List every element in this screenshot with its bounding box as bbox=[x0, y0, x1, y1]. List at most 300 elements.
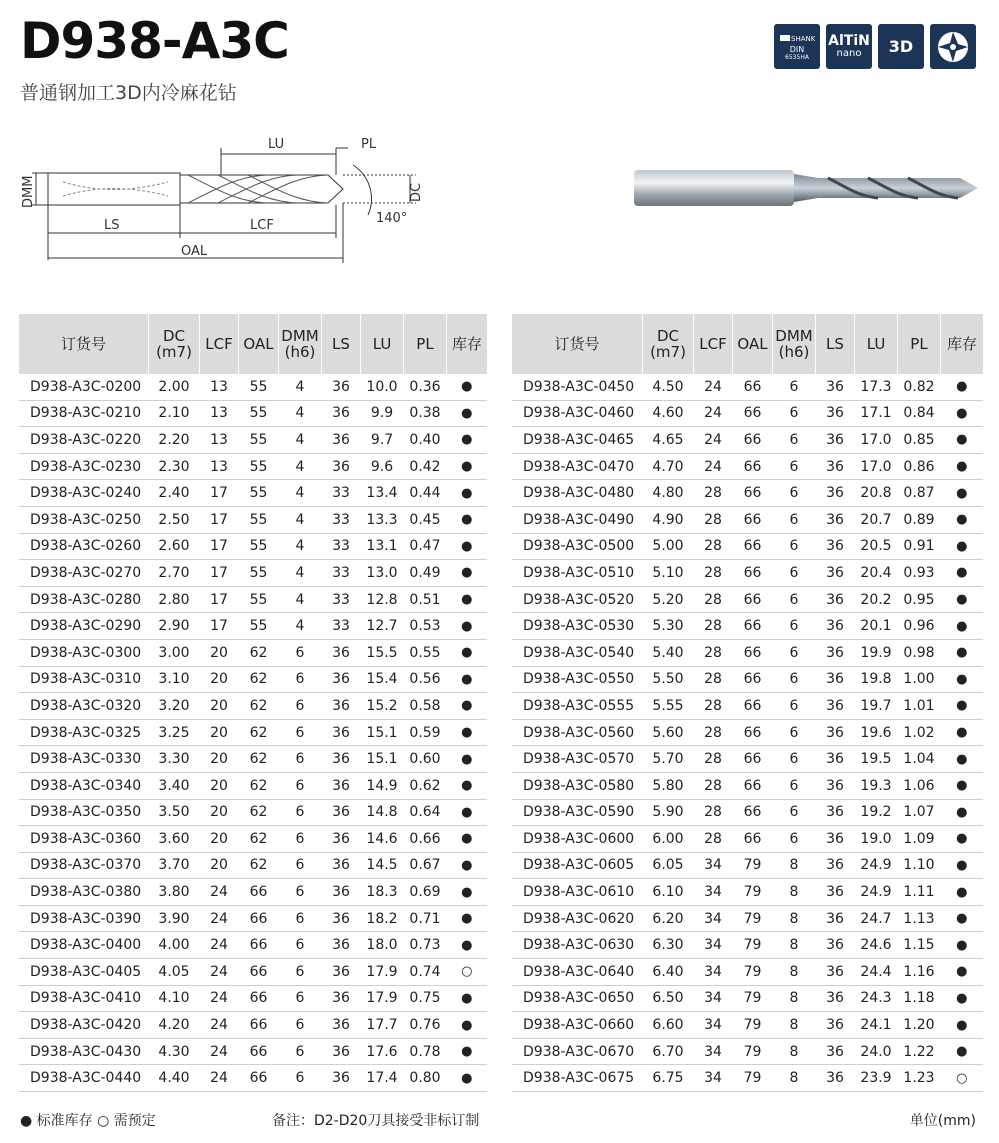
table-cell: 17 bbox=[200, 480, 239, 507]
table-cell: 24 bbox=[200, 985, 239, 1012]
table-cell: 17.1 bbox=[855, 400, 898, 427]
table-cell: 6.30 bbox=[643, 932, 694, 959]
table-cell: 0.66 bbox=[404, 826, 447, 853]
table-cell: 0.56 bbox=[404, 666, 447, 693]
table-cell: 4.30 bbox=[149, 1038, 200, 1065]
stock-status-cell: ● bbox=[941, 932, 984, 959]
table-cell: 79 bbox=[733, 932, 773, 959]
table-cell: 0.42 bbox=[404, 453, 447, 480]
table-cell: 28 bbox=[694, 506, 733, 533]
table-cell: 17 bbox=[200, 586, 239, 613]
table-row bbox=[19, 719, 487, 746]
order-no-cell: D938-A3C-0670 bbox=[512, 1038, 643, 1065]
table-cell: 36 bbox=[816, 453, 855, 480]
table-cell: 6 bbox=[773, 586, 816, 613]
table-cell: 62 bbox=[239, 693, 279, 720]
stock-status-cell: ● bbox=[941, 586, 984, 613]
stock-status-cell: ● bbox=[941, 374, 984, 400]
table-cell: 18.2 bbox=[361, 905, 404, 932]
label-lu: LU bbox=[268, 137, 285, 152]
col-dmm: DMM (h6) bbox=[279, 314, 322, 374]
table-cell: 13.4 bbox=[361, 480, 404, 507]
table-cell: 62 bbox=[239, 639, 279, 666]
table-cell: 0.40 bbox=[404, 427, 447, 454]
table-cell: 4 bbox=[279, 506, 322, 533]
table-cell: 19.7 bbox=[855, 693, 898, 720]
stock-status-cell: ● bbox=[447, 613, 488, 640]
table-cell: 36 bbox=[816, 985, 855, 1012]
table-cell: 4.10 bbox=[149, 985, 200, 1012]
col-ls: LS bbox=[322, 314, 361, 374]
table-cell: 24 bbox=[200, 1012, 239, 1039]
table-cell: 1.10 bbox=[898, 852, 941, 879]
table-cell: 4.90 bbox=[643, 506, 694, 533]
stock-status-cell: ● bbox=[447, 905, 488, 932]
table-cell: 55 bbox=[239, 533, 279, 560]
table-cell: 28 bbox=[694, 719, 733, 746]
table-cell: 1.01 bbox=[898, 693, 941, 720]
table-row bbox=[512, 666, 983, 693]
stock-status-cell: ● bbox=[941, 400, 984, 427]
table-cell: 66 bbox=[733, 826, 773, 853]
table-row bbox=[19, 666, 487, 693]
order-no-cell: D938-A3C-0300 bbox=[19, 639, 149, 666]
table-cell: 4 bbox=[279, 586, 322, 613]
table-cell: 6 bbox=[279, 666, 322, 693]
shank-din-badge bbox=[774, 24, 820, 69]
table-cell: 34 bbox=[694, 959, 733, 986]
table-cell: 36 bbox=[816, 400, 855, 427]
table-cell: 36 bbox=[322, 852, 361, 879]
label-oal: OAL bbox=[181, 244, 208, 259]
table-cell: 19.5 bbox=[855, 746, 898, 773]
table-cell: 6.10 bbox=[643, 879, 694, 906]
table-cell: 19.6 bbox=[855, 719, 898, 746]
table-cell: 12.7 bbox=[361, 613, 404, 640]
table-cell: 28 bbox=[694, 666, 733, 693]
table-row bbox=[19, 1038, 487, 1065]
table-cell: 17.4 bbox=[361, 1065, 404, 1092]
table-body-right bbox=[512, 374, 983, 1092]
order-no-cell: D938-A3C-0430 bbox=[19, 1038, 149, 1065]
table-cell: 28 bbox=[694, 693, 733, 720]
table-cell: 5.50 bbox=[643, 666, 694, 693]
table-row bbox=[512, 374, 983, 400]
table-cell: 4.40 bbox=[149, 1065, 200, 1092]
table-cell: 28 bbox=[694, 586, 733, 613]
table-cell: 2.50 bbox=[149, 506, 200, 533]
table-cell: 6 bbox=[279, 746, 322, 773]
table-cell: 66 bbox=[733, 506, 773, 533]
table-cell: 0.85 bbox=[898, 427, 941, 454]
table-cell: 4.05 bbox=[149, 959, 200, 986]
table-cell: 20 bbox=[200, 666, 239, 693]
table-cell: 0.47 bbox=[404, 533, 447, 560]
stock-status-cell: ● bbox=[447, 693, 488, 720]
col-lu: LU bbox=[361, 314, 404, 374]
table-row bbox=[512, 427, 983, 454]
order-no-cell: D938-A3C-0610 bbox=[512, 879, 643, 906]
table-cell: 0.96 bbox=[898, 613, 941, 640]
col-stock: 库存 bbox=[447, 314, 488, 374]
table-cell: 0.87 bbox=[898, 480, 941, 507]
col-dc: DC (m7) bbox=[149, 314, 200, 374]
table-cell: 20 bbox=[200, 639, 239, 666]
stock-status-cell: ● bbox=[447, 586, 488, 613]
stock-status-cell: ● bbox=[941, 719, 984, 746]
table-row bbox=[19, 1012, 487, 1039]
table-cell: 15.4 bbox=[361, 666, 404, 693]
col-lcf: LCF bbox=[200, 314, 239, 374]
table-cell: 0.84 bbox=[898, 400, 941, 427]
table-cell: 19.8 bbox=[855, 666, 898, 693]
table-cell: 2.30 bbox=[149, 453, 200, 480]
table-row bbox=[512, 1065, 983, 1092]
stock-status-cell: ● bbox=[941, 666, 984, 693]
table-cell: 36 bbox=[322, 826, 361, 853]
col-order-no: 订货号 bbox=[19, 314, 149, 374]
table-cell: 36 bbox=[322, 639, 361, 666]
order-no-cell: D938-A3C-0400 bbox=[19, 932, 149, 959]
table-cell: 36 bbox=[322, 1012, 361, 1039]
stock-status-cell: ● bbox=[941, 613, 984, 640]
table-cell: 36 bbox=[816, 1065, 855, 1092]
table-cell: 24 bbox=[694, 374, 733, 400]
table-cell: 36 bbox=[322, 932, 361, 959]
table-cell: 3.60 bbox=[149, 826, 200, 853]
table-cell: 15.1 bbox=[361, 719, 404, 746]
table-cell: 24 bbox=[200, 1065, 239, 1092]
table-cell: 6 bbox=[279, 826, 322, 853]
table-cell: 24 bbox=[200, 1038, 239, 1065]
table-cell: 3.20 bbox=[149, 693, 200, 720]
shank-sub2: 6535HA bbox=[785, 53, 809, 61]
table-cell: 0.91 bbox=[898, 533, 941, 560]
table-cell: 18.3 bbox=[361, 879, 404, 906]
table-row bbox=[512, 480, 983, 507]
table-cell: 62 bbox=[239, 746, 279, 773]
order-no-cell: D938-A3C-0660 bbox=[512, 1012, 643, 1039]
table-cell: 20.1 bbox=[855, 613, 898, 640]
table-cell: 20 bbox=[200, 852, 239, 879]
table-cell: 36 bbox=[322, 959, 361, 986]
table-cell: 79 bbox=[733, 852, 773, 879]
stock-status-cell: ● bbox=[447, 772, 488, 799]
col-ls: LS bbox=[816, 314, 855, 374]
order-no-cell: D938-A3C-0260 bbox=[19, 533, 149, 560]
table-cell: 24.9 bbox=[855, 852, 898, 879]
table-cell: 17.3 bbox=[855, 374, 898, 400]
table-cell: 1.18 bbox=[898, 985, 941, 1012]
table-cell: 36 bbox=[816, 746, 855, 773]
table-row bbox=[512, 985, 983, 1012]
table-cell: 0.60 bbox=[404, 746, 447, 773]
table-cell: 36 bbox=[322, 879, 361, 906]
table-cell: 24 bbox=[694, 400, 733, 427]
table-cell: 17 bbox=[200, 560, 239, 587]
table-cell: 62 bbox=[239, 799, 279, 826]
label-dmm: DMM bbox=[21, 175, 36, 208]
table-cell: 6 bbox=[279, 799, 322, 826]
table-row bbox=[19, 639, 487, 666]
table-cell: 20.2 bbox=[855, 586, 898, 613]
table-cell: 6 bbox=[773, 719, 816, 746]
table-row bbox=[19, 453, 487, 480]
table-cell: 62 bbox=[239, 719, 279, 746]
table-cell: 1.02 bbox=[898, 719, 941, 746]
table-cell: 9.9 bbox=[361, 400, 404, 427]
table-cell: 4 bbox=[279, 613, 322, 640]
table-cell: 0.98 bbox=[898, 639, 941, 666]
table-cell: 34 bbox=[694, 1065, 733, 1092]
table-cell: 28 bbox=[694, 560, 733, 587]
table-cell: 20 bbox=[200, 826, 239, 853]
page-subtitle: 普通钢加工3D内冷麻花钻 bbox=[20, 82, 237, 104]
table-cell: 20.8 bbox=[855, 480, 898, 507]
table-cell: 19.2 bbox=[855, 799, 898, 826]
table-cell: 55 bbox=[239, 400, 279, 427]
table-row bbox=[19, 746, 487, 773]
table-cell: 20 bbox=[200, 719, 239, 746]
table-cell: 66 bbox=[733, 613, 773, 640]
table-cell: 6 bbox=[279, 639, 322, 666]
flute-section-badge bbox=[930, 24, 976, 69]
stock-status-cell: ● bbox=[941, 905, 984, 932]
stock-status-cell: ● bbox=[941, 959, 984, 986]
stock-status-cell: ● bbox=[447, 400, 488, 427]
table-row bbox=[512, 1038, 983, 1065]
stock-status-cell: ● bbox=[447, 639, 488, 666]
page-title: D938-A3C bbox=[20, 12, 289, 70]
table-cell: 12.8 bbox=[361, 586, 404, 613]
table-cell: 36 bbox=[322, 772, 361, 799]
table-cell: 4 bbox=[279, 374, 322, 400]
table-body-left bbox=[19, 374, 487, 1092]
order-no-cell: D938-A3C-0390 bbox=[19, 905, 149, 932]
order-no-cell: D938-A3C-0590 bbox=[512, 799, 643, 826]
table-cell: 55 bbox=[239, 453, 279, 480]
table-cell: 24 bbox=[200, 959, 239, 986]
stock-status-cell: ● bbox=[941, 879, 984, 906]
table-cell: 3.70 bbox=[149, 852, 200, 879]
table-cell: 34 bbox=[694, 1038, 733, 1065]
table-cell: 34 bbox=[694, 852, 733, 879]
table-row bbox=[19, 826, 487, 853]
table-cell: 66 bbox=[733, 693, 773, 720]
col-pl: PL bbox=[898, 314, 941, 374]
table-row bbox=[512, 826, 983, 853]
table-row bbox=[512, 560, 983, 587]
table-cell: 2.70 bbox=[149, 560, 200, 587]
col-order-no: 订货号 bbox=[512, 314, 643, 374]
table-cell: 24 bbox=[200, 879, 239, 906]
table-cell: 28 bbox=[694, 826, 733, 853]
table-cell: 8 bbox=[773, 852, 816, 879]
table-cell: 8 bbox=[773, 985, 816, 1012]
spec-table-right bbox=[512, 314, 983, 1092]
table-cell: 24 bbox=[200, 932, 239, 959]
stock-status-cell: ● bbox=[447, 746, 488, 773]
order-no-cell: D938-A3C-0605 bbox=[512, 852, 643, 879]
table-row bbox=[19, 480, 487, 507]
table-cell: 28 bbox=[694, 639, 733, 666]
table-cell: 6 bbox=[279, 772, 322, 799]
order-no-cell: D938-A3C-0470 bbox=[512, 453, 643, 480]
table-cell: 28 bbox=[694, 772, 733, 799]
table-row bbox=[19, 905, 487, 932]
table-cell: 66 bbox=[239, 985, 279, 1012]
table-row bbox=[19, 586, 487, 613]
table-cell: 34 bbox=[694, 932, 733, 959]
order-no-cell: D938-A3C-0530 bbox=[512, 613, 643, 640]
table-cell: 24.0 bbox=[855, 1038, 898, 1065]
table-row bbox=[19, 560, 487, 587]
table-cell: 14.8 bbox=[361, 799, 404, 826]
table-cell: 6.00 bbox=[643, 826, 694, 853]
stock-status-cell: ● bbox=[447, 374, 488, 400]
table-row bbox=[512, 772, 983, 799]
table-cell: 79 bbox=[733, 959, 773, 986]
table-row bbox=[19, 693, 487, 720]
table-cell: 36 bbox=[816, 374, 855, 400]
table-cell: 0.38 bbox=[404, 400, 447, 427]
table-cell: 1.06 bbox=[898, 772, 941, 799]
table-cell: 20 bbox=[200, 746, 239, 773]
table-cell: 6 bbox=[773, 639, 816, 666]
table-cell: 6 bbox=[279, 985, 322, 1012]
table-cell: 6.50 bbox=[643, 985, 694, 1012]
label-ls: LS bbox=[104, 218, 120, 233]
table-cell: 4 bbox=[279, 533, 322, 560]
table-row bbox=[512, 693, 983, 720]
table-cell: 17.9 bbox=[361, 985, 404, 1012]
table-cell: 34 bbox=[694, 905, 733, 932]
table-cell: 6 bbox=[773, 506, 816, 533]
table-cell: 0.59 bbox=[404, 719, 447, 746]
table-cell: 5.30 bbox=[643, 613, 694, 640]
stock-status-cell: ○ bbox=[447, 959, 488, 986]
table-cell: 36 bbox=[322, 427, 361, 454]
table-cell: 0.64 bbox=[404, 799, 447, 826]
table-cell: 36 bbox=[816, 932, 855, 959]
table-cell: 3.30 bbox=[149, 746, 200, 773]
table-row bbox=[19, 799, 487, 826]
order-no-cell: D938-A3C-0550 bbox=[512, 666, 643, 693]
table-cell: 0.86 bbox=[898, 453, 941, 480]
table-cell: 1.09 bbox=[898, 826, 941, 853]
table-cell: 6 bbox=[279, 932, 322, 959]
table-cell: 6 bbox=[279, 693, 322, 720]
table-cell: 20 bbox=[200, 693, 239, 720]
table-cell: 4.20 bbox=[149, 1012, 200, 1039]
col-pl: PL bbox=[404, 314, 447, 374]
order-no-cell: D938-A3C-0490 bbox=[512, 506, 643, 533]
table-cell: 4.80 bbox=[643, 480, 694, 507]
table-cell: 79 bbox=[733, 1065, 773, 1092]
table-cell: 8 bbox=[773, 1038, 816, 1065]
table-cell: 6.70 bbox=[643, 1038, 694, 1065]
table-cell: 36 bbox=[322, 693, 361, 720]
table-cell: 5.80 bbox=[643, 772, 694, 799]
table-cell: 5.00 bbox=[643, 533, 694, 560]
stock-status-cell: ● bbox=[447, 985, 488, 1012]
table-cell: 17.0 bbox=[855, 427, 898, 454]
order-no-cell: D938-A3C-0600 bbox=[512, 826, 643, 853]
table-cell: 66 bbox=[733, 799, 773, 826]
table-cell: 24.3 bbox=[855, 985, 898, 1012]
table-cell: 20.7 bbox=[855, 506, 898, 533]
table-cell: 36 bbox=[322, 453, 361, 480]
table-cell: 28 bbox=[694, 533, 733, 560]
table-cell: 17 bbox=[200, 613, 239, 640]
table-cell: 1.20 bbox=[898, 1012, 941, 1039]
table-cell: 66 bbox=[733, 666, 773, 693]
table-cell: 36 bbox=[816, 533, 855, 560]
table-cell: 36 bbox=[322, 905, 361, 932]
table-cell: 28 bbox=[694, 480, 733, 507]
order-no-cell: D938-A3C-0320 bbox=[19, 693, 149, 720]
table-row bbox=[512, 453, 983, 480]
table-cell: 24.6 bbox=[855, 932, 898, 959]
table-cell: 36 bbox=[816, 586, 855, 613]
table-row bbox=[19, 985, 487, 1012]
table-row bbox=[512, 799, 983, 826]
order-no-cell: D938-A3C-0370 bbox=[19, 852, 149, 879]
stock-status-cell: ● bbox=[941, 1038, 984, 1065]
table-cell: 13.1 bbox=[361, 533, 404, 560]
unit-label: 单位(mm) bbox=[909, 1113, 976, 1129]
three-d-label: 3D bbox=[888, 37, 914, 56]
order-no-cell: D938-A3C-0240 bbox=[19, 480, 149, 507]
table-row bbox=[19, 427, 487, 454]
table-row bbox=[512, 852, 983, 879]
stock-status-cell: ● bbox=[447, 506, 488, 533]
order-no-cell: D938-A3C-0405 bbox=[19, 959, 149, 986]
stock-status-cell: ● bbox=[447, 932, 488, 959]
table-cell: 24 bbox=[694, 453, 733, 480]
table-cell: 66 bbox=[733, 586, 773, 613]
order-no-cell: D938-A3C-0290 bbox=[19, 613, 149, 640]
table-cell: 4.00 bbox=[149, 932, 200, 959]
table-cell: 4.65 bbox=[643, 427, 694, 454]
stock-status-cell: ● bbox=[941, 1012, 984, 1039]
table-cell: 66 bbox=[733, 560, 773, 587]
table-cell: 20 bbox=[200, 799, 239, 826]
table-row bbox=[19, 374, 487, 400]
table-cell: 62 bbox=[239, 852, 279, 879]
table-cell: 66 bbox=[239, 959, 279, 986]
stock-status-cell: ● bbox=[941, 985, 984, 1012]
col-dc: DC (m7) bbox=[643, 314, 694, 374]
stock-status-cell: ● bbox=[447, 852, 488, 879]
table-cell: 36 bbox=[816, 427, 855, 454]
table-cell: 28 bbox=[694, 613, 733, 640]
table-cell: 24 bbox=[694, 427, 733, 454]
order-no-cell: D938-A3C-0510 bbox=[512, 560, 643, 587]
table-header-row bbox=[19, 314, 487, 374]
order-no-cell: D938-A3C-0330 bbox=[19, 746, 149, 773]
table-cell: 3.10 bbox=[149, 666, 200, 693]
table-cell: 6 bbox=[279, 959, 322, 986]
table-cell: 66 bbox=[733, 374, 773, 400]
shank-icon bbox=[779, 33, 815, 43]
table-cell: 66 bbox=[239, 879, 279, 906]
table-row bbox=[512, 613, 983, 640]
table-cell: 36 bbox=[322, 719, 361, 746]
table-cell: 36 bbox=[816, 560, 855, 587]
table-cell: 36 bbox=[816, 613, 855, 640]
table-row bbox=[19, 772, 487, 799]
